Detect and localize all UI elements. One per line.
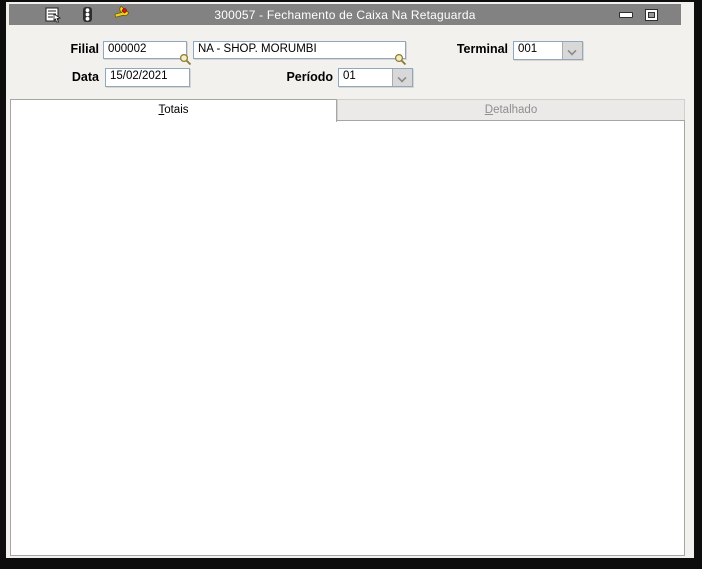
data-label: Data xyxy=(71,70,99,84)
filial-label: Filial xyxy=(70,42,99,56)
chevron-down-icon[interactable] xyxy=(392,69,412,86)
periodo-label: Período xyxy=(286,70,333,84)
traffic-light-icon[interactable] xyxy=(79,6,96,23)
app-window xyxy=(6,2,694,558)
tab-totais[interactable]: Totais xyxy=(10,99,337,122)
minimize-button[interactable] xyxy=(617,8,634,21)
window-title: 300057 - Fechamento de Caixa Na Retaguarda xyxy=(214,7,476,22)
minimize-icon xyxy=(619,12,633,18)
title-bar[interactable] xyxy=(9,4,681,25)
filial-name-field[interactable]: NA - SHOP. MORUMBI xyxy=(193,41,406,59)
terminal-value: 001 xyxy=(518,43,538,55)
totais-panel xyxy=(10,120,685,556)
wrench-icon[interactable] xyxy=(113,6,130,23)
document-icon[interactable] xyxy=(45,6,62,23)
terminal-select[interactable] xyxy=(513,41,583,60)
periodo-select[interactable] xyxy=(338,68,413,87)
chevron-down-icon[interactable] xyxy=(562,42,582,59)
restore-button[interactable] xyxy=(643,8,660,21)
data-field[interactable]: 15/02/2021 xyxy=(105,68,190,87)
tab-detalhado[interactable]: Detalhado xyxy=(337,99,685,121)
terminal-label: Terminal xyxy=(456,42,508,56)
filial-code-field[interactable]: 000002 xyxy=(103,41,187,59)
search-icon[interactable] xyxy=(179,53,192,66)
restore-icon xyxy=(645,9,658,21)
periodo-value: 01 xyxy=(343,70,356,82)
